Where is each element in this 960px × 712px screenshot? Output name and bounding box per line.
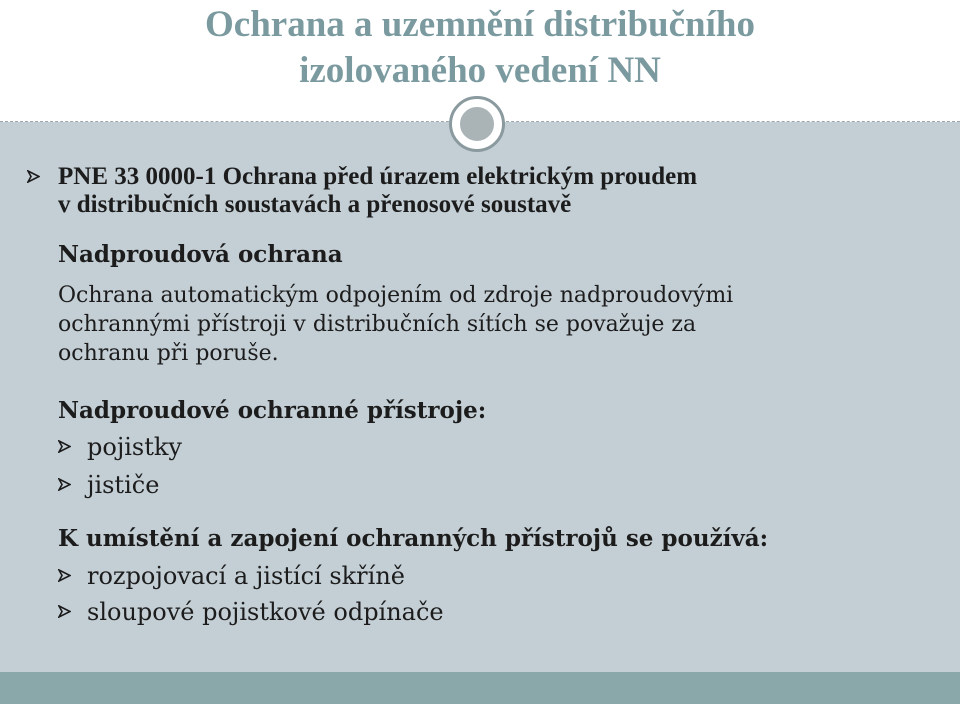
section1-text-line-1: Ochrana automatickým odpojením od zdroje nadproudovými	[58, 283, 734, 308]
arrowhead-bullet-icon	[58, 569, 71, 582]
list-item: jističe	[87, 471, 160, 499]
arrowhead-bullet-icon	[27, 170, 40, 183]
slide-title-line-2: izolovaného vedení NN	[299, 50, 661, 91]
arrowhead-bullet-icon	[58, 605, 71, 618]
arrowhead-bullet-icon	[58, 440, 71, 453]
footer-edge	[0, 704, 960, 712]
section-heading-protective-devices: Nadproudové ochranné přístroje:	[58, 397, 487, 424]
section1-text-line-2: ochrannými přístroji v distribučních sítích se považuje za	[58, 312, 697, 337]
circle-ornament-icon	[449, 96, 505, 152]
list-item: pojistky	[87, 433, 182, 461]
section-heading-overcurrent-protection: Nadproudová ochrana	[58, 241, 343, 268]
circle-ornament-inner	[458, 105, 496, 143]
section-heading-placement: K umístění a zapojení ochranných přístrojů se používá:	[58, 525, 769, 552]
intro-line-1: PNE 33 0000-1 Ochrana před úrazem elektrickým proudem	[58, 163, 698, 190]
list-item: rozpojovací a jistící skříně	[87, 562, 405, 590]
arrowhead-bullet-icon	[58, 478, 71, 491]
footer-bar	[0, 672, 960, 704]
list-item: sloupové pojistkové odpínače	[87, 598, 444, 626]
section1-text-line-3: ochranu při poruše.	[58, 341, 279, 366]
slide-title-line-1: Ochrana a uzemnění distribučního	[205, 4, 755, 45]
intro-line-2: v distribučních soustavách a přenosové soustavě	[58, 191, 572, 218]
slide-title	[0, 2, 960, 94]
